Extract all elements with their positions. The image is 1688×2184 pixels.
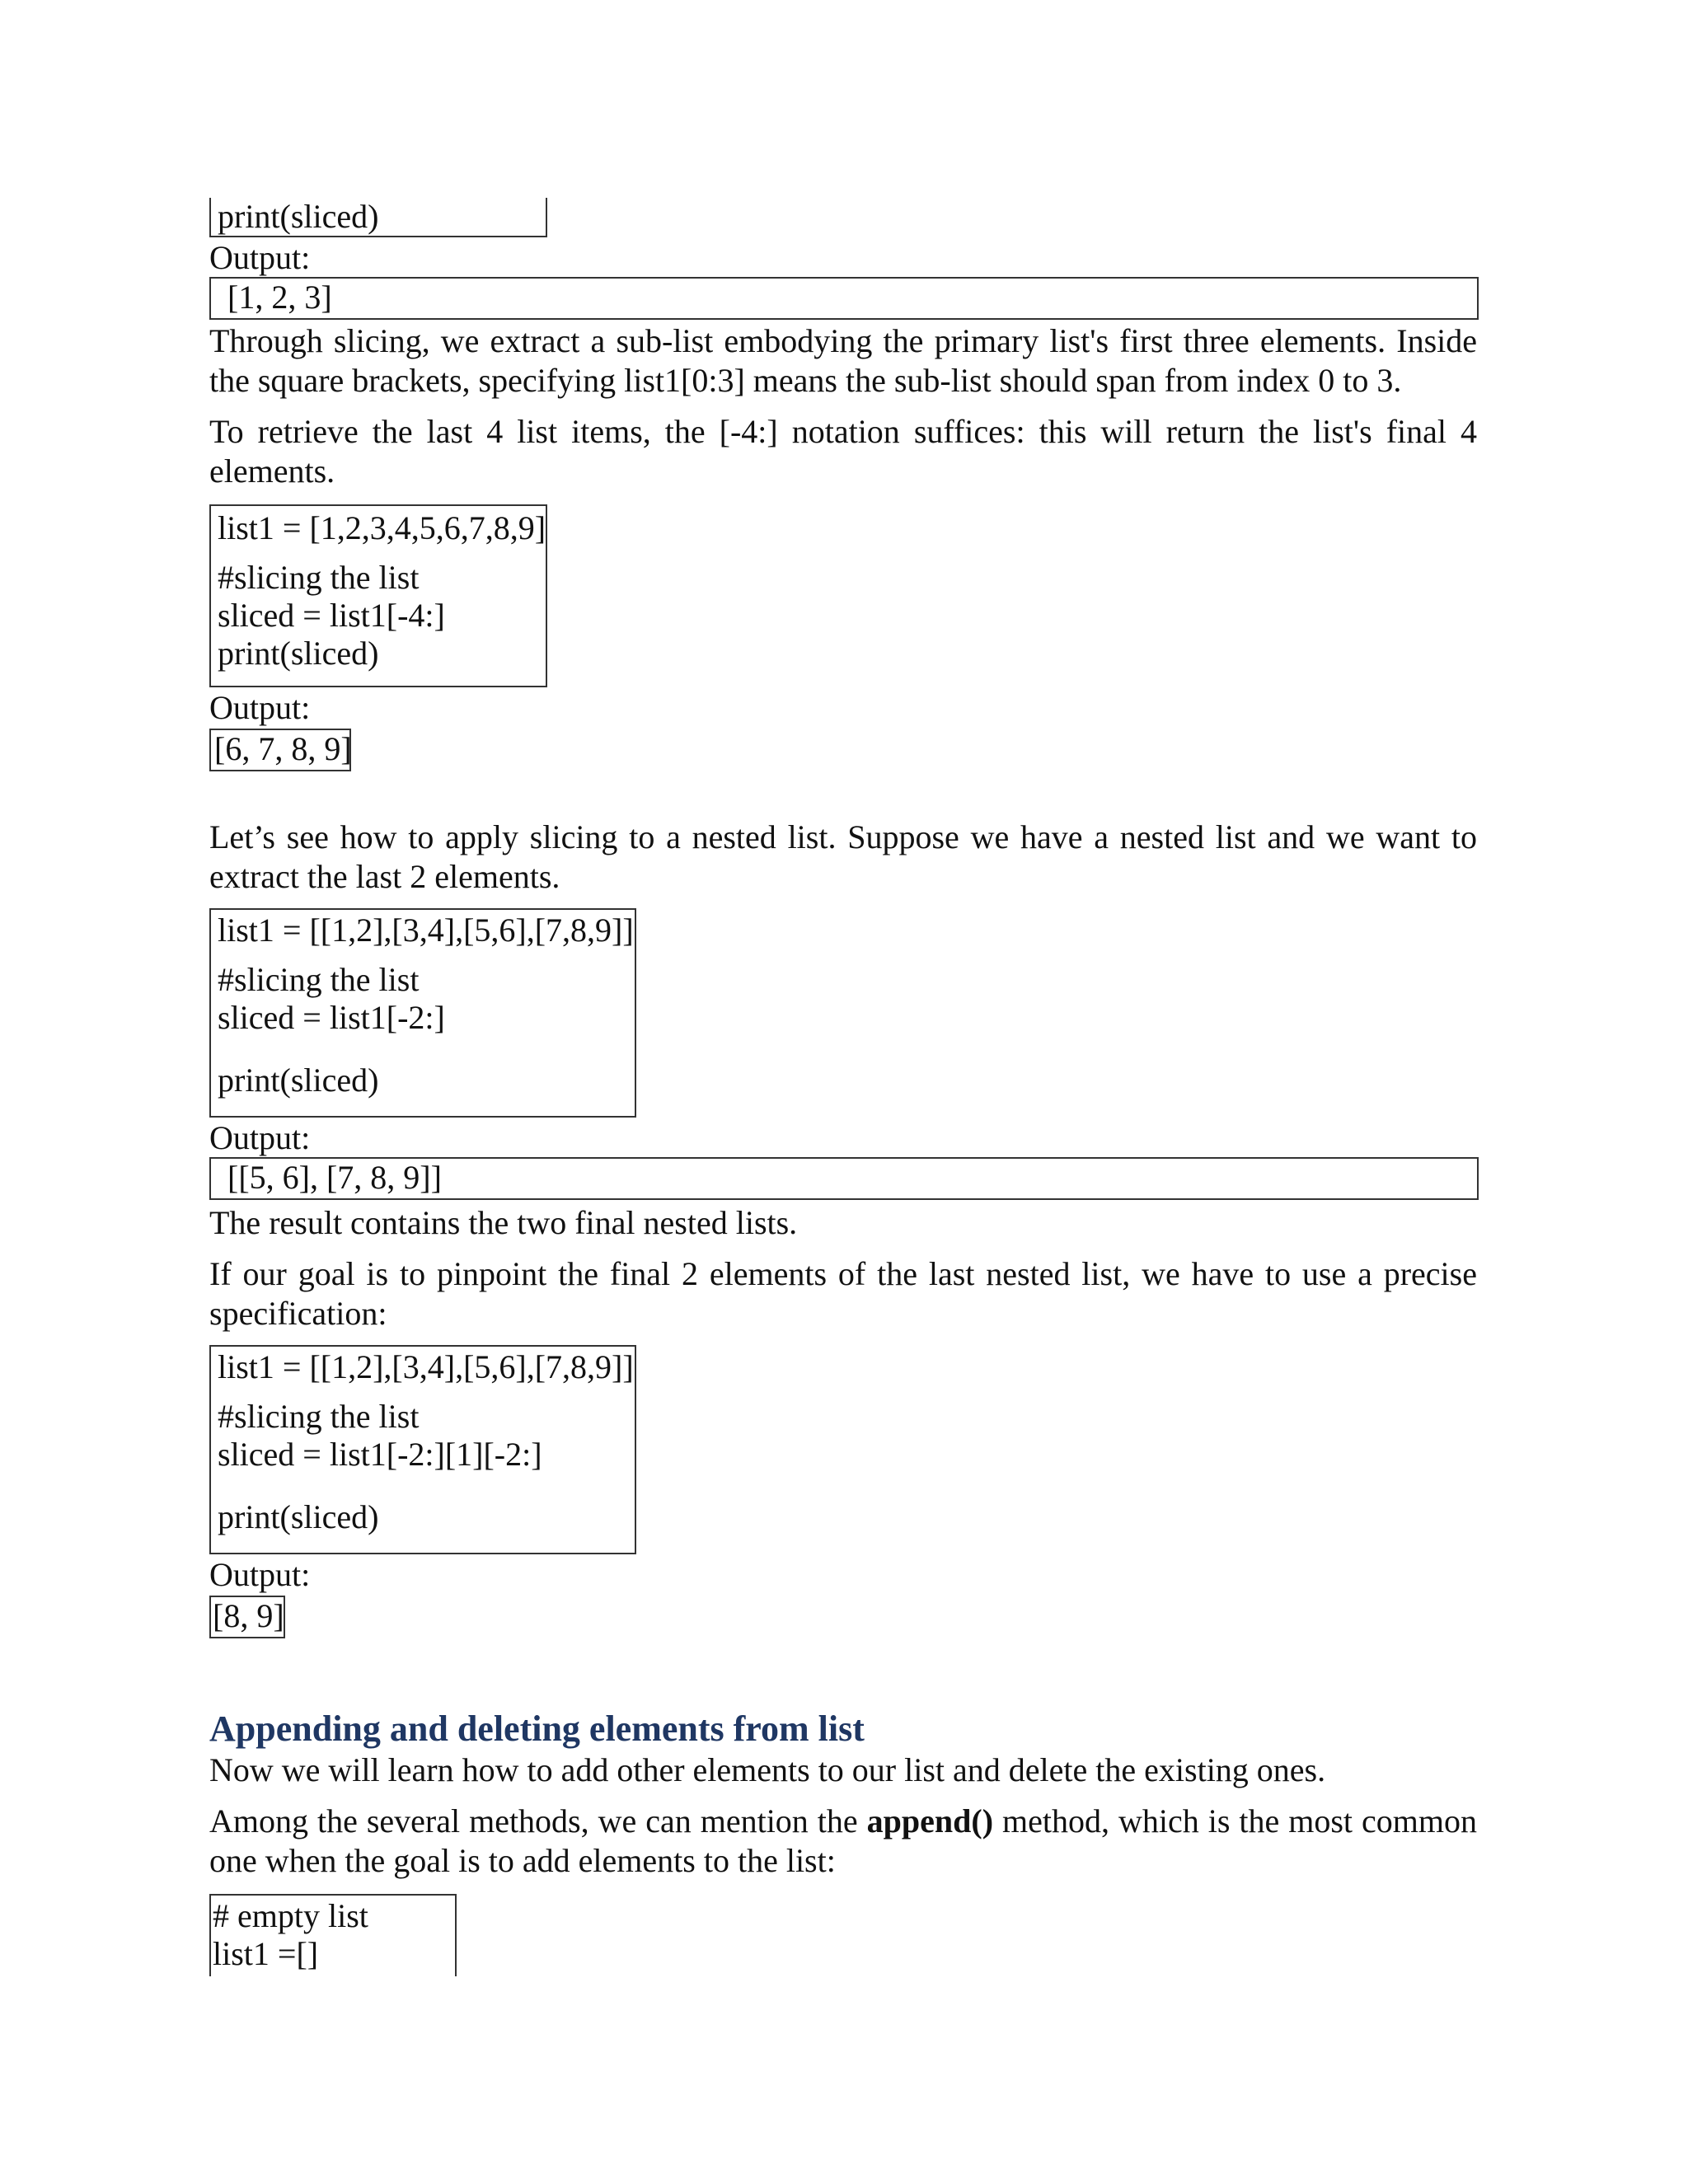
output-box <box>209 1596 285 1638</box>
code-line: print(sliced) <box>218 1498 379 1535</box>
output-box <box>209 1157 1479 1200</box>
output-label: Output: <box>209 1556 311 1593</box>
code-block <box>209 198 547 237</box>
paragraph-text: method, which is the most common one when the goal is to add elements to the list: <box>209 1802 1477 1879</box>
code-line: # empty list <box>213 1897 368 1934</box>
paragraph: The result contains the two final nested lists. <box>209 1204 798 1241</box>
paragraph-text: Among the several methods, we can mention the <box>209 1802 867 1840</box>
output-text: [[5, 6], [7, 8, 9]] <box>227 1159 442 1196</box>
output-label: Output: <box>209 689 311 726</box>
code-line: print(sliced) <box>218 1062 379 1099</box>
code-block <box>209 1345 636 1554</box>
paragraph: Through slicing, we extract a sub-list embodying the primary list's first three elements. Inside the square brackets, specifying list1[0:3] means the sub-list should span from index 0 to 3. <box>209 322 1477 399</box>
code-line: list1 = [1,2,3,4,5,6,7,8,9] <box>218 509 546 546</box>
paragraph: Now we will learn how to add other elements to our list and delete the existing ones. <box>209 1751 1326 1788</box>
paragraph: To retrieve the last 4 list items, the [-4:] notation suffices: this will return the list's final 4 elements. <box>209 413 1477 490</box>
code-line: list1 =[] <box>213 1935 319 1972</box>
code-block <box>209 504 547 687</box>
output-label: Output: <box>209 239 311 276</box>
output-text: [1, 2, 3] <box>227 279 332 316</box>
paragraph: Let’s see how to apply slicing to a nested list. Suppose we have a nested list and we want to extract the last 2 elements. <box>209 818 1477 895</box>
output-box <box>209 729 351 771</box>
code-block <box>209 1894 457 1976</box>
output-box <box>209 277 1479 320</box>
method-name: append() <box>866 1802 994 1840</box>
output-label: Output: <box>209 1119 311 1156</box>
code-line: print(sliced) <box>218 635 379 672</box>
output-text: [8, 9] <box>213 1597 284 1634</box>
paragraph: If our goal is to pinpoint the final 2 elements of the last nested list, we have to use a precise specification: <box>209 1255 1477 1332</box>
code-line: sliced = list1[-2:] <box>218 999 445 1036</box>
code-line: #slicing the list <box>218 559 420 596</box>
section-heading: Appending and deleting elements from list <box>209 1708 865 1749</box>
code-line: sliced = list1[-2:][1][-2:] <box>218 1436 542 1473</box>
paragraph <box>209 1802 1477 1881</box>
code-line: list1 = [[1,2],[3,4],[5,6],[7,8,9]] <box>218 1348 634 1385</box>
code-line: #slicing the list <box>218 961 420 998</box>
code-line: print(sliced) <box>218 198 379 235</box>
output-text: [6, 7, 8, 9] <box>214 730 352 767</box>
code-line: list1 = [[1,2],[3,4],[5,6],[7,8,9]] <box>218 912 634 949</box>
code-block <box>209 908 636 1118</box>
code-line: sliced = list1[-4:] <box>218 597 445 634</box>
code-line: #slicing the list <box>218 1398 420 1435</box>
